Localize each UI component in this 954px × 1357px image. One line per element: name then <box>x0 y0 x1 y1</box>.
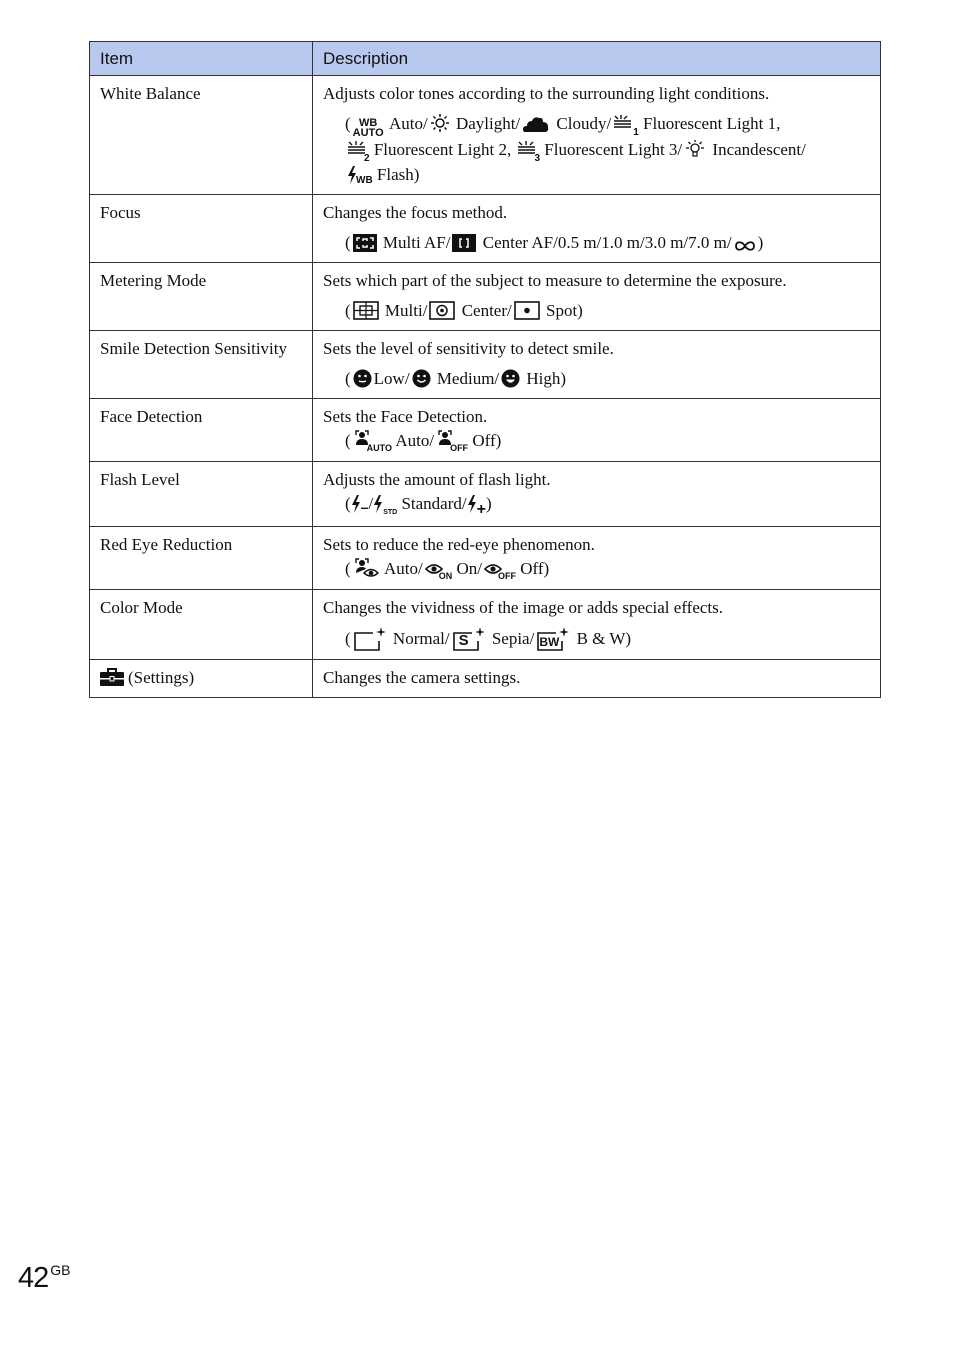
description-cell <box>313 660 881 698</box>
header-item: Item <box>90 42 313 76</box>
page-region: GB <box>50 1262 71 1278</box>
options-list: ( Normal/ S Sepia/ BW B & W) <box>345 629 632 649</box>
item-white-balance: White Balance <box>90 76 313 195</box>
description-text: Sets to reduce the red-eye phenomenon. <box>323 535 595 554</box>
table-row <box>90 660 881 698</box>
table-row <box>90 462 881 527</box>
red-eye-auto-icon <box>353 558 379 578</box>
description-cell <box>313 331 881 399</box>
flash-minus-icon <box>351 495 361 513</box>
smile-low-icon <box>353 369 372 388</box>
flash-std-icon <box>373 495 383 513</box>
table-row <box>90 331 881 399</box>
table-row <box>90 590 881 660</box>
description-text: Sets the Face Detection. <box>323 407 488 426</box>
metering-multi-icon <box>353 301 379 320</box>
wb-auto-icon: WB AUTO <box>352 117 384 139</box>
description-cell <box>313 462 881 527</box>
header-description: Description <box>313 42 881 76</box>
description-text: Changes the camera settings. <box>323 668 521 687</box>
description-cell <box>313 399 881 462</box>
options-list: ( Multi/ Center/ Spot) <box>345 301 583 320</box>
table-row <box>90 527 881 590</box>
center-af-icon <box>452 234 476 252</box>
options-list: ( Auto/ ON On/ OFF Off) <box>345 559 550 581</box>
smile-high-icon <box>501 369 520 388</box>
options-list: ( AUTO Auto/ OFF Off) <box>345 431 502 453</box>
description-cell <box>313 263 881 331</box>
item-focus: Focus <box>90 195 313 263</box>
description-cell <box>313 527 881 590</box>
table-header-row <box>90 42 881 76</box>
description-text: Changes the vividness of the image or adds special effects. <box>323 598 724 617</box>
settings-label: (Settings) <box>128 668 195 687</box>
page-number: 42 $^{GB}$ <box>18 1262 71 1294</box>
options-list: ( WB AUTO Auto/ Daylight/ Cloudy/ 1 Fluorescent Light 1, 2 Fluorescent Light 2, 3 Fluorescent Light 3/ Incandescent/ WB Flash) <box>345 114 806 186</box>
incandescent-icon <box>684 139 706 159</box>
description-cell <box>313 195 881 263</box>
metering-spot-icon <box>514 301 540 320</box>
item-flash-level: Flash Level <box>90 462 313 527</box>
item-face-detection: Face Detection <box>90 399 313 462</box>
item-metering-mode: Metering Mode <box>90 263 313 331</box>
item-red-eye-reduction: Red Eye Reduction <box>90 527 313 590</box>
infinity-icon <box>734 240 756 252</box>
description-text: Adjusts color tones according to the surrounding light conditions. <box>323 84 770 103</box>
description-text: Changes the focus method. <box>323 203 508 222</box>
table-row <box>90 263 881 331</box>
table-row <box>90 399 881 462</box>
description-cell <box>313 590 881 660</box>
cloudy-icon <box>522 115 550 133</box>
daylight-icon <box>430 113 450 133</box>
color-bw-icon: BW <box>536 627 570 651</box>
description-text: Sets which part of the subject to measure to determine the exposure. <box>323 271 787 290</box>
options-list: ( Low/ Medium/ High) <box>345 369 567 388</box>
description-text: Sets the level of sensitivity to detect smile. <box>323 339 614 358</box>
item-settings <box>90 660 313 698</box>
options-list: ( –/ STD Standard/ +) <box>345 494 492 518</box>
smile-medium-icon <box>412 369 431 388</box>
multi-af-icon <box>353 234 377 252</box>
color-normal-icon <box>353 627 387 651</box>
description-text: Adjusts the amount of flash light. <box>323 470 551 489</box>
settings-table <box>89 41 881 698</box>
metering-center-icon <box>429 301 455 320</box>
options-list: ( Multi AF/ Center AF/0.5 m/1.0 m/3.0 m/7.0 m/ ) <box>345 233 764 252</box>
item-smile-detection: Smile Detection Sensitivity <box>90 331 313 399</box>
flash-plus-icon <box>467 495 477 513</box>
table-row <box>90 76 881 195</box>
table-row <box>90 195 881 263</box>
item-color-mode: Color Mode <box>90 590 313 660</box>
color-sepia-icon: S <box>452 627 486 651</box>
toolbox-icon <box>100 667 124 687</box>
description-cell <box>313 76 881 195</box>
